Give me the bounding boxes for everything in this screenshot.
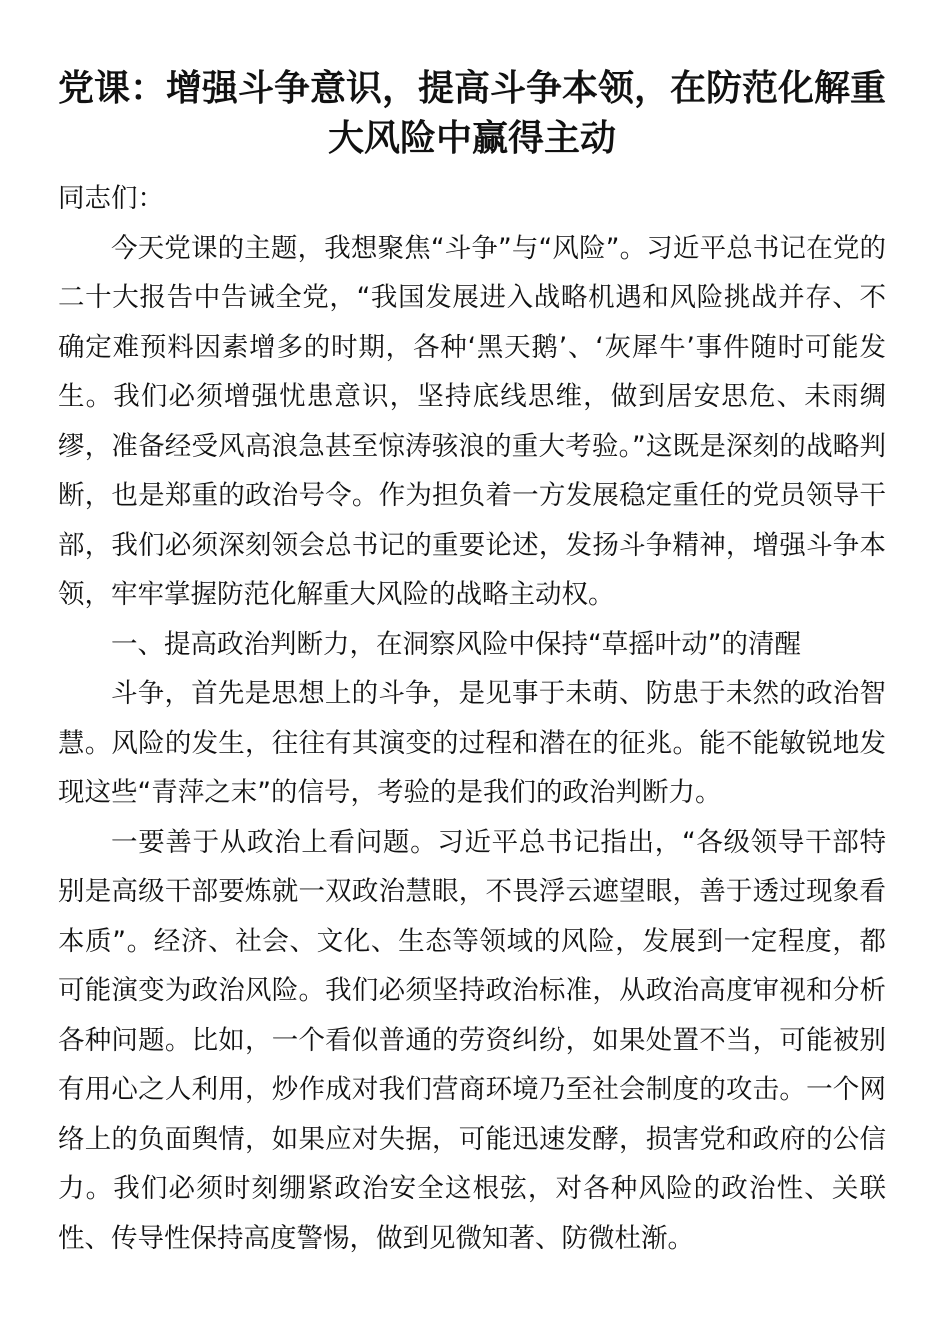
title-line-1: 党课：增强斗争意识，提高斗争本领，在防范化解重 [58, 68, 887, 109]
salutation: 同志们： [58, 183, 164, 214]
document-body [58, 174, 886, 1263]
section-heading-1: 一、提高政治判断力，在洞察风险中保持“草摇叶动”的清醒 [111, 628, 801, 660]
paragraph-section-1: 斗争，首先是思想上的斗争，是见事于未萌、防患于未然的政治智慧。风险的发生，往往有其演变的过程和潜在的征兆。能不能敏锐地发现这些“青萍之末”的信号，考验的是我们的政治判断力。 [58, 678, 886, 808]
paragraph-point-1: 一要善于从政治上看问题。习近平总书记指出，“各级领导干部特别是高级干部要炼就一双政治慧眼，不畏浮云遮望眼，善于透过现象看本质”。经济、社会、文化、生态等领域的风险，发展到一定程度，都可能演变为政治风险。我们必须坚持政治标准，从政治高度审视和分析各种问题。比如，一个看似普通的劳资纠纷，如果处置不当，可能被别有用心之人利用，炒作成对我们营商环境乃至社会制度的攻击。一个网络上的负面舆情，如果应对失据，可能迅速发酵，损害党和政府的公信力。我们必须时刻绷紧政治安全这根弦，对各种风险的政治性、关联性、传导性保持高度警惕，做到见微知著、防微杜渐。 [58, 826, 886, 1254]
document-title [58, 64, 886, 164]
title-line-2: 大风险中赢得主动 [327, 118, 616, 159]
paragraph-intro: 今天党课的主题，我想聚焦“斗争”与“风险”。习近平总书记在党的二十大报告中告诫全党，“我国发展进入战略机遇和风险挑战并存、不确定难预料因素增多的时期，各种‘黑天鹅’、‘灰犀牛’事件随时可能发生。我们必须增强忧患意识，坚持底线思维，做到居安思危、未雨绸缪，准备经受风高浪急甚至惊涛骇浪的重大考验。”这既是深刻的战略判断，也是郑重的政治号令。作为担负着一方发展稳定重任的党员领导干部，我们必须深刻领会总书记的重要论述，发扬斗争精神，增强斗争本领，牢牢掌握防范化解重大风险的战略主动权。 [58, 232, 886, 610]
